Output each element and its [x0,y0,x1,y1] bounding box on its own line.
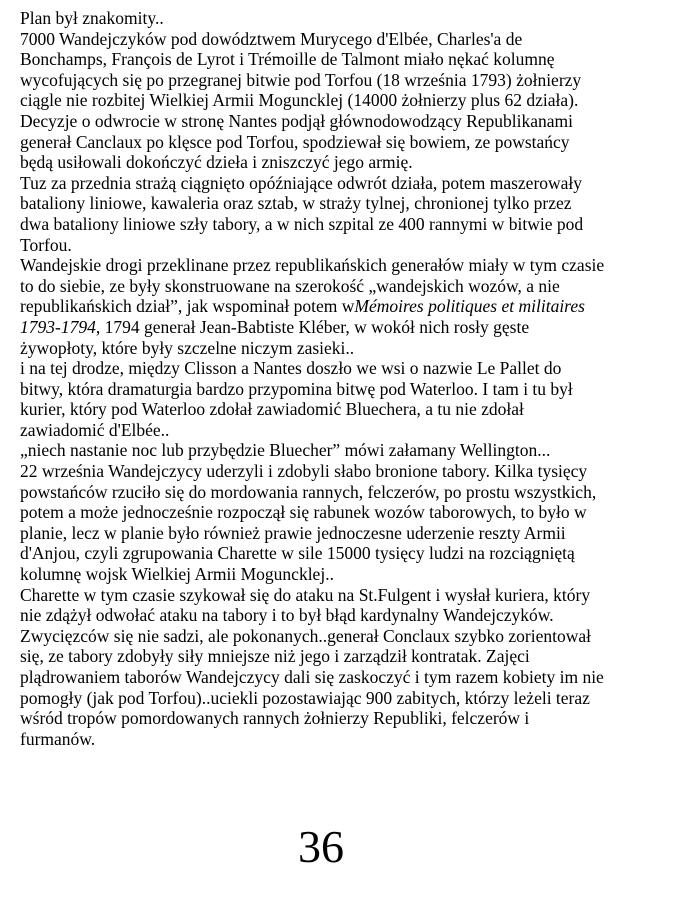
document-body [20,8,692,749]
text-segment: , 1794 generał Jean-Babtiste Kléber, w wokół nich rosły gęste [95,316,530,337]
text-line: 7000 Wandejczyków pod dowództwem Murycego d'Elbée, Charles'a de [20,28,523,49]
text-line: Decyzje o odwrocie w stronę Nantes podjął głównodowodzący Republikanami [20,110,574,131]
text-line: plądrowaniem taborów Wandejczycy dali się zaskoczyć i tym razem kobiety im nie [20,667,604,687]
text-line: generał Canclaux po klęsce pod Torfou, spodziewał się bowiem, ze powstańcy [20,131,570,152]
text-line: będą usiłowali dokończyć dzieła i zniszczyć jego armię. [20,152,413,173]
text-line: 22 września Wandejczycy uderzyli i zdobyli słabo bronione tabory. Kilka tysięcy [20,461,588,482]
text-line: żywopłoty, które były szczelne niczym zasieki.. [20,337,355,358]
text-line: kurier, który pod Waterloo zdołał zawiadomić Bluechera, a tu nie zdołał [20,399,524,420]
text-line: Zwycięzców się nie sadzi, ale pokonanych..generał Conclaux szybko zorientował [20,625,591,646]
text-line: nie zdążył odwołać ataku na tabory i to był błąd kardynalny Wandejczyków. [20,605,554,626]
text-line: Tuz za przednia strażą ciągnięto opóźniające odwrót działa, potem maszerowały [20,172,583,193]
text-line: „niech nastanie noc lub przybędzie Bluecher” mówi załamany Wellington... [20,440,551,461]
text-line-with-italic-title [20,317,692,338]
book-title-italic: 1793-1794 [20,316,96,337]
text-line: Torfou. [20,234,72,255]
text-line: Charette w tym czasie szykował się do ataku na St.Fulgent i wysłał kuriera, który [20,584,591,605]
text-line: bitwy, która dramaturgia bardzo przypomina bitwę pod Waterloo. I tam i tu był [20,378,573,399]
text-line: Wandejskie drogi przeklinane przez republikańskich generałów miały w tym czasie [20,255,605,276]
page-number: 36 [298,821,344,872]
text-line: planie, lecz w planie było również prawie jednoczesne uderzenie reszty Armii [20,522,566,543]
text-line: wycofujących się po przegranej bitwie pod Torfou (18 września 1793) żołnierzy [20,69,582,90]
text-line: d'Anjou, czyli zgrupowania Charette w sile 15000 tysięcy ludzi na rozciągniętą [20,543,575,564]
text-line: zawiadomić d'Elbée.. [20,419,170,440]
book-title-italic: Mémoires politiques et militaires [354,296,585,317]
text-line: bataliony liniowe, kawaleria oraz sztab, w straży tylnej, chronionej tylko przez [20,193,572,214]
text-line: wśród tropów pomordowanych rannych żołnierzy Republiki, felczerów i [20,708,530,729]
text-line: się, ze tabory zdobyły siły mniejsze niż jego i zarządził kontratak. Zajęci [20,646,530,667]
text-line: dwa bataliony liniowe szły tabory, a w nich szpital ze 400 rannymi w bitwie pod [20,213,584,234]
text-line-with-italic-title [20,296,692,317]
text-line: kolumnę wojsk Wielkiej Armii Moguncklej.. [20,564,334,585]
text-line: Bonchamps, François de Lyrot i Trémoille de Talmont miało nękać kolumnę [20,49,555,70]
text-line: i na tej drodze, między Clisson a Nantes doszło we wsi o nazwie Le Pallet do [20,358,562,379]
text-line: furmanów. [20,728,96,749]
text-line: ciągle nie rozbitej Wielkiej Armii Moguncklej (14000 żołnierzy plus 62 działa). [20,90,579,111]
text-segment: republikańskich dział”, jak wspominał potem w [20,296,355,317]
text-line: pomogły (jak pod Torfou)..uciekli pozostawiając 900 zabitych, którzy leżeli teraz [20,687,590,708]
text-line: powstańców rzuciło się do mordowania rannych, felczerów, po prostu wszystkich, [20,481,597,502]
text-line: potem a może jednocześnie rozpoczął się rabunek wozów taborowych, to było w [20,502,587,523]
text-line: Plan był znakomity.. [20,8,164,28]
text-line: to do siebie, ze były skonstruowane na szerokość „wandejskich wozów, a nie [20,275,560,296]
